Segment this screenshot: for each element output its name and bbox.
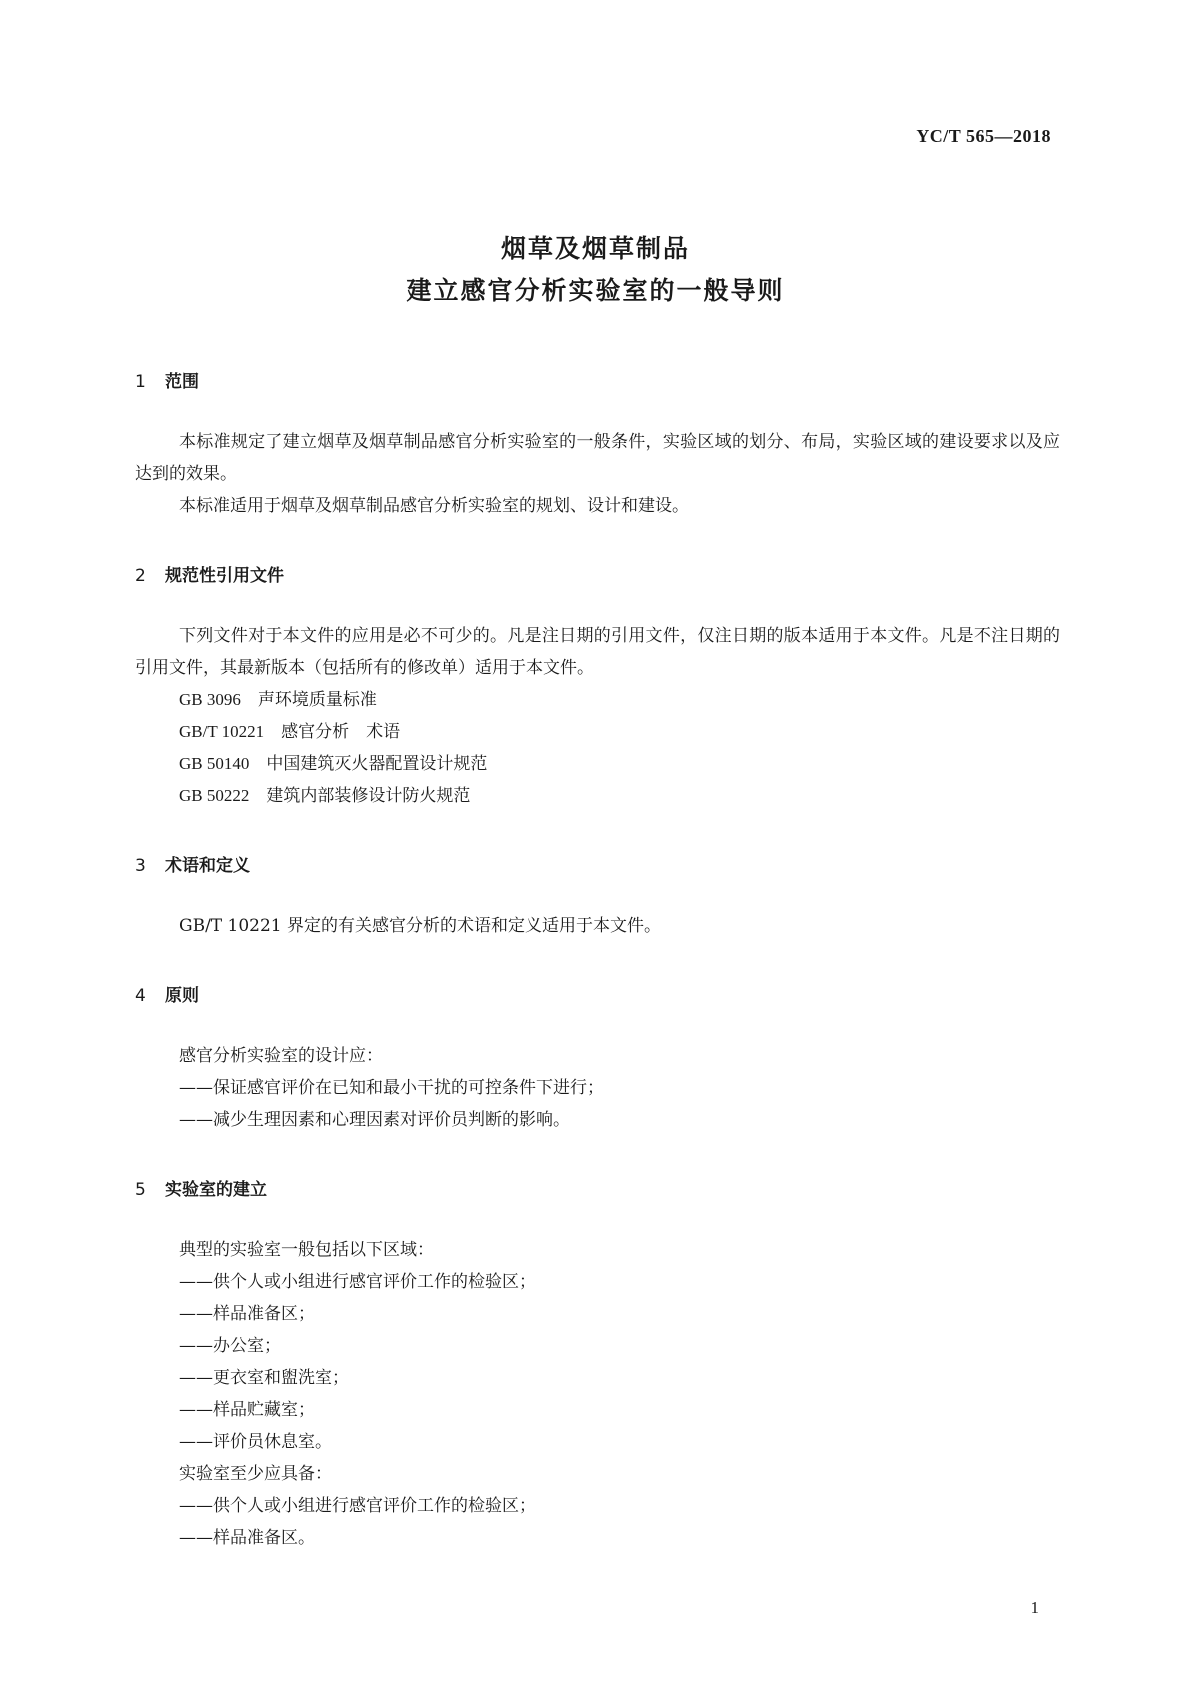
- section-title: 原则: [165, 986, 199, 1006]
- reference-item: [135, 716, 1060, 748]
- section-number: 2: [135, 566, 146, 586]
- standard-code: YC/T 565—2018: [916, 126, 1051, 146]
- list-item: ——保证感官评价在已知和最小干扰的可控条件下进行；: [179, 1078, 604, 1098]
- section-laboratory-setup: [135, 1176, 1060, 1554]
- section-heading: [135, 368, 1060, 396]
- reference-item: [135, 684, 1060, 716]
- list-item: ——评价员休息室。: [179, 1432, 332, 1452]
- reference-title: 建筑内部装修设计防火规范: [266, 786, 471, 806]
- title-line-2: 建立感官分析实验室的一般导则: [406, 276, 785, 305]
- section-number: 5: [135, 1180, 146, 1200]
- reference-title: 感官分析 术语: [281, 722, 401, 742]
- reference-title: 中国建筑灭火器配置设计规范: [266, 754, 488, 774]
- section-normative-references: [135, 562, 1060, 812]
- section-principles: [135, 982, 1060, 1136]
- section-title: 规范性引用文件: [165, 566, 284, 586]
- list-item: ——更衣室和盥洗室；: [179, 1368, 349, 1388]
- section-terms-definitions: [135, 852, 1060, 942]
- paragraph: 下列文件对于本文件的应用是必不可少的。凡是注日期的引用文件，仅注日期的版本适用于本文件。凡是不注日期的引用文件，其最新版本（包括所有的修改单）适用于本文件。: [135, 626, 1060, 678]
- list-item: ——样品准备区；: [179, 1304, 315, 1324]
- paragraph: 感官分析实验室的设计应：: [179, 1046, 383, 1066]
- page-number: 1: [1030, 1598, 1039, 1617]
- paragraph: GB/T 10221 界定的有关感官分析的术语和定义适用于本文件。: [179, 916, 662, 936]
- list-item: ——办公室；: [179, 1336, 281, 1356]
- list-item: ——样品贮藏室；: [179, 1400, 315, 1420]
- section-scope: [135, 368, 1060, 522]
- section-title: 实验室的建立: [165, 1180, 267, 1200]
- document-title: [0, 228, 1191, 312]
- paragraph: 本标准适用于烟草及烟草制品感官分析实验室的规划、设计和建设。: [179, 496, 689, 516]
- title-line-1: 烟草及烟草制品: [500, 234, 690, 263]
- reference-title: 声环境质量标准: [257, 690, 377, 710]
- paragraph: 实验室至少应具备：: [179, 1464, 332, 1484]
- list-item: ——供个人或小组进行感官评价工作的检验区；: [179, 1272, 536, 1292]
- list-item: ——减少生理因素和心理因素对评价员判断的影响。: [179, 1110, 570, 1130]
- reference-code: GB 50222: [179, 786, 250, 805]
- section-heading: [135, 1176, 1060, 1204]
- section-number: 3: [135, 856, 146, 876]
- reference-item: [135, 780, 1060, 812]
- section-number: 1: [135, 372, 146, 392]
- document-body: [135, 368, 1060, 1554]
- section-title: 范围: [165, 372, 199, 392]
- section-heading: [135, 852, 1060, 880]
- reference-item: [135, 748, 1060, 780]
- section-heading: [135, 562, 1060, 590]
- reference-code: GB/T 10221: [179, 722, 265, 741]
- list-item: ——供个人或小组进行感官评价工作的检验区；: [179, 1496, 536, 1516]
- paragraph: 本标准规定了建立烟草及烟草制品感官分析实验室的一般条件，实验区域的划分、布局，实验区域的建设要求以及应达到的效果。: [135, 432, 1060, 484]
- list-item: ——样品准备区。: [179, 1528, 315, 1548]
- section-number: 4: [135, 986, 146, 1006]
- reference-code: GB 3096: [179, 690, 241, 709]
- section-title: 术语和定义: [165, 856, 250, 876]
- paragraph: 典型的实验室一般包括以下区域：: [179, 1240, 434, 1260]
- reference-code: GB 50140: [179, 754, 250, 773]
- section-heading: [135, 982, 1060, 1010]
